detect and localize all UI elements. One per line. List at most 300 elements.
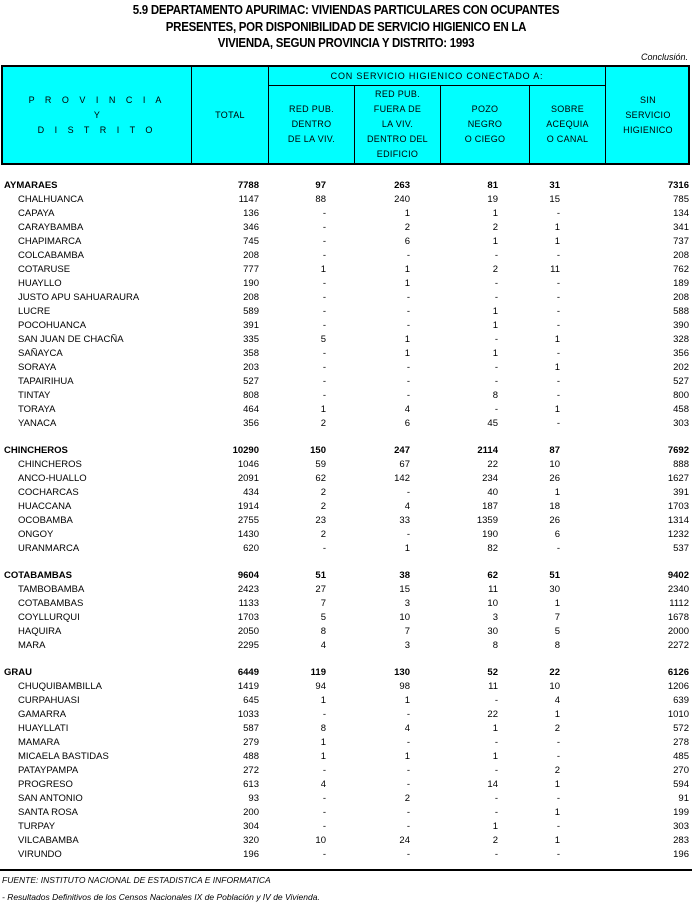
district-name: COCHARCAS <box>18 487 79 498</box>
cell-sobre-acequia: - <box>556 390 560 401</box>
cell-sobre-acequia: - <box>556 849 560 860</box>
cell-pozo-negro: - <box>494 849 498 860</box>
cell-red-pub-fuera: 1 <box>404 334 410 345</box>
cell-red-pub-dentro: 97 <box>315 180 326 191</box>
district-name: COLCABAMBA <box>18 250 84 261</box>
cell-red-pub-fuera: - <box>406 320 410 331</box>
cell-red-pub-fuera: - <box>406 709 410 720</box>
cell-red-pub-dentro: 10 <box>315 835 326 846</box>
district-row <box>0 403 692 417</box>
cell-red-pub-dentro: - <box>322 390 326 401</box>
header-y: Y <box>93 109 101 120</box>
cell-pozo-negro: 1 <box>492 320 498 331</box>
cell-red-pub-dentro: - <box>322 208 326 219</box>
district-row <box>0 389 692 403</box>
district-name: OCOBAMBA <box>18 515 73 526</box>
district-name: VIRUNDO <box>18 849 62 860</box>
district-row <box>0 472 692 486</box>
cell-pozo-negro: - <box>494 376 498 387</box>
district-name: CURPAHUASI <box>18 695 80 706</box>
header-text: RED PUB. <box>375 89 420 99</box>
cell-pozo-negro: 1 <box>492 236 498 247</box>
cell-red-pub-dentro: 8 <box>320 626 326 637</box>
header-text: NEGRO <box>467 119 503 129</box>
district-name: COTABAMBAS <box>18 598 84 609</box>
cell-total: 320 <box>243 835 259 846</box>
row-spacer <box>0 556 692 569</box>
province-row <box>0 444 692 458</box>
cell-total: 279 <box>243 737 259 748</box>
cell-sobre-acequia: 1 <box>554 222 560 233</box>
cell-red-pub-fuera: 10 <box>399 612 410 623</box>
cell-red-pub-fuera: - <box>406 849 410 860</box>
cell-red-pub-dentro: 88 <box>315 194 326 205</box>
cell-sobre-acequia: 18 <box>549 501 560 512</box>
district-row <box>0 806 692 820</box>
cell-red-pub-dentro: 2 <box>320 501 326 512</box>
district-row <box>0 597 692 611</box>
cell-total: 613 <box>243 779 259 790</box>
cell-sin-servicio: 283 <box>673 835 689 846</box>
cell-sobre-acequia: 1 <box>554 835 560 846</box>
district-row <box>0 486 692 500</box>
cell-red-pub-fuera: - <box>406 362 410 373</box>
cell-red-pub-fuera: - <box>406 765 410 776</box>
cell-total: 335 <box>243 334 259 345</box>
district-row <box>0 694 692 708</box>
cell-red-pub-dentro: 150 <box>310 445 326 456</box>
cell-red-pub-fuera: 15 <box>399 584 410 595</box>
cell-sobre-acequia: 1 <box>554 487 560 498</box>
cell-red-pub-fuera: 1 <box>404 278 410 289</box>
cell-sin-servicio: 2272 <box>667 640 689 651</box>
cell-sin-servicio: 737 <box>673 236 689 247</box>
district-name: SAN JUAN DE CHACÑA <box>18 334 124 345</box>
cell-red-pub-fuera: 6 <box>404 418 410 429</box>
cell-total: 208 <box>243 292 259 303</box>
cell-pozo-negro: 52 <box>487 667 498 678</box>
district-row <box>0 625 692 639</box>
cell-red-pub-dentro: 1 <box>320 737 326 748</box>
cell-total: 777 <box>243 264 259 275</box>
cell-pozo-negro: - <box>494 334 498 345</box>
cell-sobre-acequia: - <box>556 793 560 804</box>
cell-sin-servicio: 1627 <box>667 473 689 484</box>
cell-red-pub-dentro: 7 <box>320 598 326 609</box>
district-row <box>0 764 692 778</box>
cell-sobre-acequia: 30 <box>549 584 560 595</box>
district-row <box>0 207 692 221</box>
cell-total: 488 <box>243 751 259 762</box>
cell-sobre-acequia: - <box>556 418 560 429</box>
district-row <box>0 792 692 806</box>
cell-sobre-acequia: 31 <box>549 180 560 191</box>
cell-red-pub-dentro: 4 <box>320 640 326 651</box>
cell-total: 589 <box>243 306 259 317</box>
district-name: CARAYBAMBA <box>18 222 84 233</box>
cell-pozo-negro: 1 <box>492 821 498 832</box>
cell-pozo-negro: - <box>494 292 498 303</box>
cell-sin-servicio: 537 <box>673 543 689 554</box>
cell-total: 1419 <box>237 681 259 692</box>
cell-sobre-acequia: 1 <box>554 334 560 345</box>
district-row <box>0 235 692 249</box>
cell-sobre-acequia: 2 <box>554 723 560 734</box>
cell-pozo-negro: - <box>494 278 498 289</box>
cell-pozo-negro: 14 <box>487 779 498 790</box>
cell-red-pub-dentro: - <box>322 292 326 303</box>
cell-sin-servicio: 485 <box>673 751 689 762</box>
district-name: ANCO-HUALLO <box>18 473 87 484</box>
cell-red-pub-dentro: 4 <box>320 779 326 790</box>
cell-total: 2050 <box>237 626 259 637</box>
cell-red-pub-dentro: 1 <box>320 404 326 415</box>
cell-total: 208 <box>243 250 259 261</box>
cell-sin-servicio: 278 <box>673 737 689 748</box>
district-row <box>0 514 692 528</box>
cell-pozo-negro: 45 <box>487 418 498 429</box>
cell-sobre-acequia: - <box>556 278 560 289</box>
cell-red-pub-dentro: 119 <box>310 667 326 678</box>
district-name: CAPAYA <box>18 208 55 219</box>
district-name: MAMARA <box>18 737 60 748</box>
cell-sobre-acequia: 1 <box>554 362 560 373</box>
cell-sin-servicio: 762 <box>673 264 689 275</box>
cell-red-pub-fuera: 6 <box>404 236 410 247</box>
header-sin-servicio <box>606 67 690 163</box>
district-row <box>0 249 692 263</box>
cell-red-pub-dentro: 51 <box>315 570 326 581</box>
cell-red-pub-dentro: - <box>322 793 326 804</box>
cell-pozo-negro: 1 <box>492 208 498 219</box>
district-name: JUSTO APU SAHUARAURA <box>18 292 140 303</box>
cell-red-pub-fuera: 1 <box>404 751 410 762</box>
cell-sin-servicio: 356 <box>673 348 689 359</box>
cell-sobre-acequia: 5 <box>554 626 560 637</box>
cell-total: 434 <box>243 487 259 498</box>
cell-sin-servicio: 196 <box>673 849 689 860</box>
title-line-1: 5.9 DEPARTAMENTO APURIMAC: VIVIENDAS PARTICULARES CON OCUPANTES <box>132 3 560 17</box>
district-row <box>0 834 692 848</box>
cell-pozo-negro: 1 <box>492 348 498 359</box>
district-row <box>0 305 692 319</box>
province-name: GRAU <box>4 667 32 678</box>
cell-red-pub-fuera: - <box>406 737 410 748</box>
cell-red-pub-dentro: - <box>322 849 326 860</box>
cell-sin-servicio: 208 <box>673 250 689 261</box>
cell-sin-servicio: 458 <box>673 404 689 415</box>
cell-pozo-negro: 8 <box>492 390 498 401</box>
header-total <box>192 67 269 163</box>
cell-red-pub-fuera: 4 <box>404 404 410 415</box>
cell-red-pub-fuera: 3 <box>404 640 410 651</box>
cell-sobre-acequia: 1 <box>554 709 560 720</box>
province-name: CHINCHEROS <box>4 445 68 456</box>
district-name: TURPAY <box>18 821 56 832</box>
cell-sin-servicio: 1112 <box>669 598 689 609</box>
cell-red-pub-dentro: - <box>322 765 326 776</box>
cell-sin-servicio: 639 <box>673 695 689 706</box>
cell-red-pub-fuera: 1 <box>404 543 410 554</box>
header-sobre-acequia <box>530 86 606 163</box>
row-spacer <box>0 653 692 666</box>
cell-sin-servicio: 270 <box>673 765 689 776</box>
cell-red-pub-dentro: 1 <box>320 264 326 275</box>
district-row <box>0 750 692 764</box>
cell-pozo-negro: - <box>494 807 498 818</box>
cell-total: 272 <box>243 765 259 776</box>
title-line-3: VIVIENDA, SEGUN PROVINCIA Y DISTRITO: 1993 <box>217 36 475 50</box>
cell-pozo-negro: - <box>494 404 498 415</box>
cell-red-pub-dentro: - <box>322 222 326 233</box>
cell-total: 304 <box>243 821 259 832</box>
cell-sobre-acequia: 2 <box>554 765 560 776</box>
district-row <box>0 722 692 736</box>
cell-sin-servicio: 1703 <box>667 501 689 512</box>
district-name: CHAPIMARCA <box>18 236 82 247</box>
district-name: TINTAY <box>18 390 51 401</box>
cell-sin-servicio: 800 <box>673 390 689 401</box>
cell-red-pub-dentro: - <box>322 236 326 247</box>
cell-sin-servicio: 594 <box>673 779 689 790</box>
cell-sin-servicio: 328 <box>673 334 689 345</box>
cell-red-pub-fuera: 4 <box>404 501 410 512</box>
cell-sin-servicio: 208 <box>673 292 689 303</box>
cell-sobre-acequia: 51 <box>549 570 560 581</box>
district-row <box>0 542 692 556</box>
cell-total: 2091 <box>237 473 259 484</box>
district-name: VILCABAMBA <box>18 835 79 846</box>
table-body <box>0 179 692 862</box>
district-row <box>0 708 692 722</box>
header-group-con-servicio: CON SERVICIO HIGIENICO CONECTADO A: <box>269 67 606 86</box>
cell-sobre-acequia: 11 <box>550 264 560 275</box>
cell-pozo-negro: - <box>494 362 498 373</box>
cell-red-pub-fuera: - <box>406 306 410 317</box>
cell-sin-servicio: 2000 <box>667 626 689 637</box>
cell-sobre-acequia: 7 <box>554 612 560 623</box>
cell-pozo-negro: 187 <box>482 501 498 512</box>
cell-red-pub-fuera: 142 <box>394 473 410 484</box>
cell-pozo-negro: 1 <box>492 751 498 762</box>
district-row <box>0 193 692 207</box>
footer-source: FUENTE: INSTITUTO NACIONAL DE ESTADISTICA E INFORMATICA <box>2 875 271 885</box>
cell-pozo-negro: 82 <box>487 543 498 554</box>
title-line-2: PRESENTES, POR DISPONIBILIDAD DE SERVICIO HIGIENICO EN LA <box>165 19 527 34</box>
district-name: TAPAIRIHUA <box>18 376 74 387</box>
header-red-pub-fuera <box>355 86 441 163</box>
cell-sin-servicio: 303 <box>673 821 689 832</box>
cell-total: 10290 <box>232 445 259 456</box>
cell-pozo-negro: 2114 <box>477 445 498 456</box>
cell-total: 358 <box>243 348 259 359</box>
cell-red-pub-fuera: 24 <box>399 835 410 846</box>
cell-total: 587 <box>243 723 259 734</box>
province-row <box>0 179 692 193</box>
cell-red-pub-fuera: - <box>406 292 410 303</box>
cell-total: 7788 <box>237 180 259 191</box>
cell-total: 1033 <box>237 709 259 720</box>
header-text: DENTRO <box>291 119 332 129</box>
district-name: CHINCHEROS <box>18 459 82 470</box>
cell-red-pub-fuera: 7 <box>404 626 410 637</box>
cell-total: 527 <box>243 376 259 387</box>
cell-sin-servicio: 91 <box>678 793 689 804</box>
cell-sobre-acequia: - <box>556 737 560 748</box>
cell-sin-servicio: 303 <box>673 418 689 429</box>
cell-sin-servicio: 390 <box>673 320 689 331</box>
cell-pozo-negro: 22 <box>487 709 498 720</box>
cell-pozo-negro: 2 <box>492 264 498 275</box>
cell-sobre-acequia: 10 <box>549 459 560 470</box>
header-text: ACEQUIA <box>546 119 589 129</box>
district-name: COYLLURQUI <box>18 612 80 623</box>
cell-pozo-negro: 10 <box>487 598 498 609</box>
district-row <box>0 583 692 597</box>
district-row <box>0 611 692 625</box>
cell-sobre-acequia: - <box>556 320 560 331</box>
district-row <box>0 361 692 375</box>
cell-sin-servicio: 572 <box>673 723 689 734</box>
cell-red-pub-dentro: 59 <box>315 459 326 470</box>
cell-pozo-negro: 1 <box>492 723 498 734</box>
cell-pozo-negro: - <box>494 695 498 706</box>
cell-total: 136 <box>243 208 259 219</box>
cell-sin-servicio: 1206 <box>667 681 689 692</box>
cell-red-pub-dentro: - <box>322 709 326 720</box>
district-name: ONGOY <box>18 529 54 540</box>
cell-sobre-acequia: 26 <box>549 473 560 484</box>
cell-total: 203 <box>243 362 259 373</box>
cell-total: 9604 <box>237 570 259 581</box>
district-row <box>0 319 692 333</box>
cell-total: 200 <box>243 807 259 818</box>
cell-sin-servicio: 6126 <box>667 667 689 678</box>
cell-sin-servicio: 785 <box>673 194 689 205</box>
cell-sin-servicio: 1314 <box>667 515 689 526</box>
cell-pozo-negro: 30 <box>487 626 498 637</box>
cell-sobre-acequia: - <box>556 821 560 832</box>
district-row <box>0 680 692 694</box>
district-row <box>0 263 692 277</box>
header-text: SIN <box>640 94 656 105</box>
cell-red-pub-dentro: - <box>322 543 326 554</box>
cell-total: 2295 <box>237 640 259 651</box>
cell-sin-servicio: 7692 <box>667 445 689 456</box>
province-name: COTABAMBAS <box>4 570 72 581</box>
header-provincia-distrito <box>3 67 192 163</box>
province-name: AYMARAES <box>4 180 58 191</box>
header-text: LA VIV. <box>381 119 414 129</box>
cell-pozo-negro: - <box>494 737 498 748</box>
header-text: SERVICIO <box>625 109 671 120</box>
cell-pozo-negro: 19 <box>487 194 498 205</box>
cell-red-pub-dentro: 2 <box>320 487 326 498</box>
cell-sin-servicio: 1010 <box>667 709 689 720</box>
cell-sobre-acequia: - <box>556 292 560 303</box>
header-text: EDIFICIO <box>376 149 419 159</box>
header-text: SOBRE <box>550 104 584 114</box>
header-text: RED PUB. <box>289 104 334 114</box>
cell-total: 93 <box>248 793 259 804</box>
conclusion-label: Conclusión. <box>640 52 688 62</box>
cell-sobre-acequia: 10 <box>549 681 560 692</box>
cell-sobre-acequia: - <box>556 543 560 554</box>
district-name: SANTA ROSA <box>18 807 79 818</box>
district-name: POCOHUANCA <box>18 320 87 331</box>
cell-red-pub-fuera: 2 <box>404 793 410 804</box>
cell-red-pub-dentro: 2 <box>320 529 326 540</box>
cell-sobre-acequia: 1 <box>554 598 560 609</box>
cell-red-pub-fuera: - <box>406 376 410 387</box>
district-name: PROGRESO <box>18 779 73 790</box>
cell-pozo-negro: 190 <box>482 529 498 540</box>
cell-sin-servicio: 1678 <box>667 612 689 623</box>
cell-red-pub-dentro: - <box>322 348 326 359</box>
cell-total: 620 <box>243 543 259 554</box>
header-text: DENTRO DEL <box>366 134 428 144</box>
cell-pozo-negro: - <box>494 250 498 261</box>
cell-total: 1430 <box>237 529 259 540</box>
cell-red-pub-dentro: - <box>322 376 326 387</box>
cell-red-pub-fuera: 1 <box>404 348 410 359</box>
cell-pozo-negro: 1 <box>492 306 498 317</box>
cell-red-pub-fuera: 3 <box>404 598 410 609</box>
cell-total: 196 <box>243 849 259 860</box>
cell-sin-servicio: 199 <box>673 807 689 818</box>
district-name: HUAYLLATI <box>18 723 69 734</box>
cell-total: 808 <box>243 390 259 401</box>
cell-total: 1133 <box>238 598 259 609</box>
cell-red-pub-fuera: 247 <box>394 445 410 456</box>
cell-red-pub-fuera: 98 <box>399 681 410 692</box>
header-text: DE LA VIV. <box>287 134 336 144</box>
cell-sobre-acequia: - <box>556 306 560 317</box>
header-distrito: D I S T R I T O <box>37 124 157 135</box>
cell-red-pub-dentro: 23 <box>315 515 326 526</box>
header-text: POZO <box>471 104 499 114</box>
cell-red-pub-dentro: 94 <box>315 681 326 692</box>
cell-sin-servicio: 134 <box>673 208 689 219</box>
header-text: HIGIENICO <box>623 124 673 135</box>
cell-total: 1703 <box>237 612 259 623</box>
cell-red-pub-dentro: - <box>322 306 326 317</box>
district-row <box>0 778 692 792</box>
header-pozo-negro <box>441 86 530 163</box>
cell-total: 464 <box>243 404 259 415</box>
cell-red-pub-fuera: 2 <box>404 222 410 233</box>
cell-red-pub-dentro: - <box>322 362 326 373</box>
cell-sin-servicio: 888 <box>673 459 689 470</box>
cell-red-pub-fuera: 38 <box>399 570 410 581</box>
district-name: HUAYLLO <box>18 278 62 289</box>
cell-red-pub-fuera: - <box>406 487 410 498</box>
cell-pozo-negro: 40 <box>487 487 498 498</box>
cell-pozo-negro: 2 <box>492 222 498 233</box>
district-row <box>0 221 692 235</box>
cell-red-pub-fuera: - <box>406 250 410 261</box>
province-row <box>0 666 692 680</box>
cell-red-pub-fuera: 130 <box>394 667 410 678</box>
district-row <box>0 333 692 347</box>
row-spacer <box>0 431 692 444</box>
cell-red-pub-fuera: 33 <box>399 515 410 526</box>
cell-pozo-negro: 22 <box>487 459 498 470</box>
cell-total: 6449 <box>237 667 259 678</box>
cell-red-pub-fuera: - <box>406 807 410 818</box>
cell-pozo-negro: 62 <box>487 570 498 581</box>
cell-red-pub-fuera: - <box>406 529 410 540</box>
